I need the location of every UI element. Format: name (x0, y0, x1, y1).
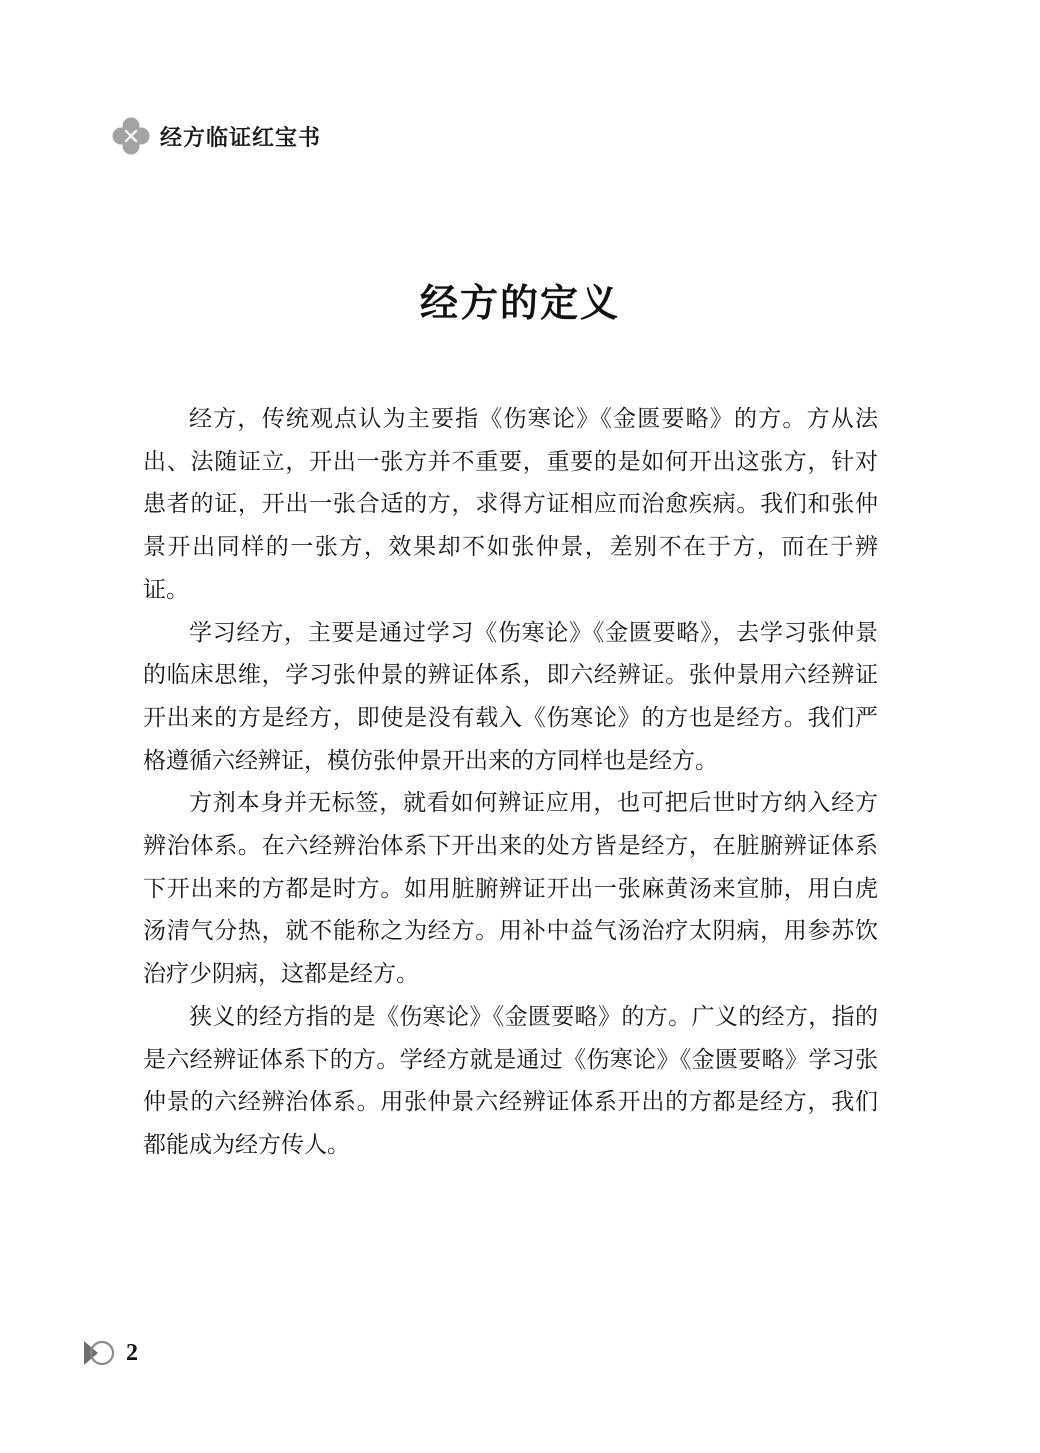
page-footer (82, 1336, 138, 1370)
page-number: 2 (126, 1339, 138, 1366)
four-petal-flower-icon (112, 117, 150, 155)
paragraph: 经方，传统观点认为主要指《伤寒论》《金匮要略》的方。方从法出、法随证立，开出一张方并不重要，重要的是如何开出这张方，针对患者的证，开出一张合适的方，求得方证相应而治愈疾病。我们和张仲景开出同样的一张方，效果却不如张仲景，差别不在于方，而在于辨证。 (143, 406, 878, 603)
chapter-title: 经方的定义 (419, 280, 620, 325)
book-title: 经方临证红宝书 (160, 124, 322, 151)
page-marker-icon (82, 1338, 116, 1368)
running-header (112, 116, 321, 156)
body-text (143, 398, 878, 1167)
paragraph: 狭义的经方指的是《伤寒论》《金匮要略》的方。广义的经方，指的是六经辨证体系下的方。学经方就是通过《伤寒论》《金匮要略》学习张仲景的六经辨治体系。用张仲景六经辨证体系开出的方都是经方，我们都能成为经方传人。 (143, 1003, 878, 1158)
paragraph: 方剂本身并无标签，就看如何辨证应用，也可把后世时方纳入经方辨治体系。在六经辨治体系下开出来的处方皆是经方，在脏腑辨证体系下开出来的方都是时方。如用脏腑辨证开出一张麻黄汤来宣肺，用白虎汤清气分热，就不能称之为经方。用补中益气汤治疗太阴病，用参苏饮治疗少阴病，这都是经方。 (143, 790, 878, 988)
paragraph: 学习经方，主要是通过学习《伤寒论》《金匮要略》，去学习张仲景的临床思维，学习张仲景的辨证体系，即六经辨证。张仲景用六经辨证开出来的方是经方，即使是没有载入《伤寒论》的方也是经方。我们严格遵循六经辨证，模仿张仲景开出来的方同样也是经方。 (143, 619, 878, 774)
